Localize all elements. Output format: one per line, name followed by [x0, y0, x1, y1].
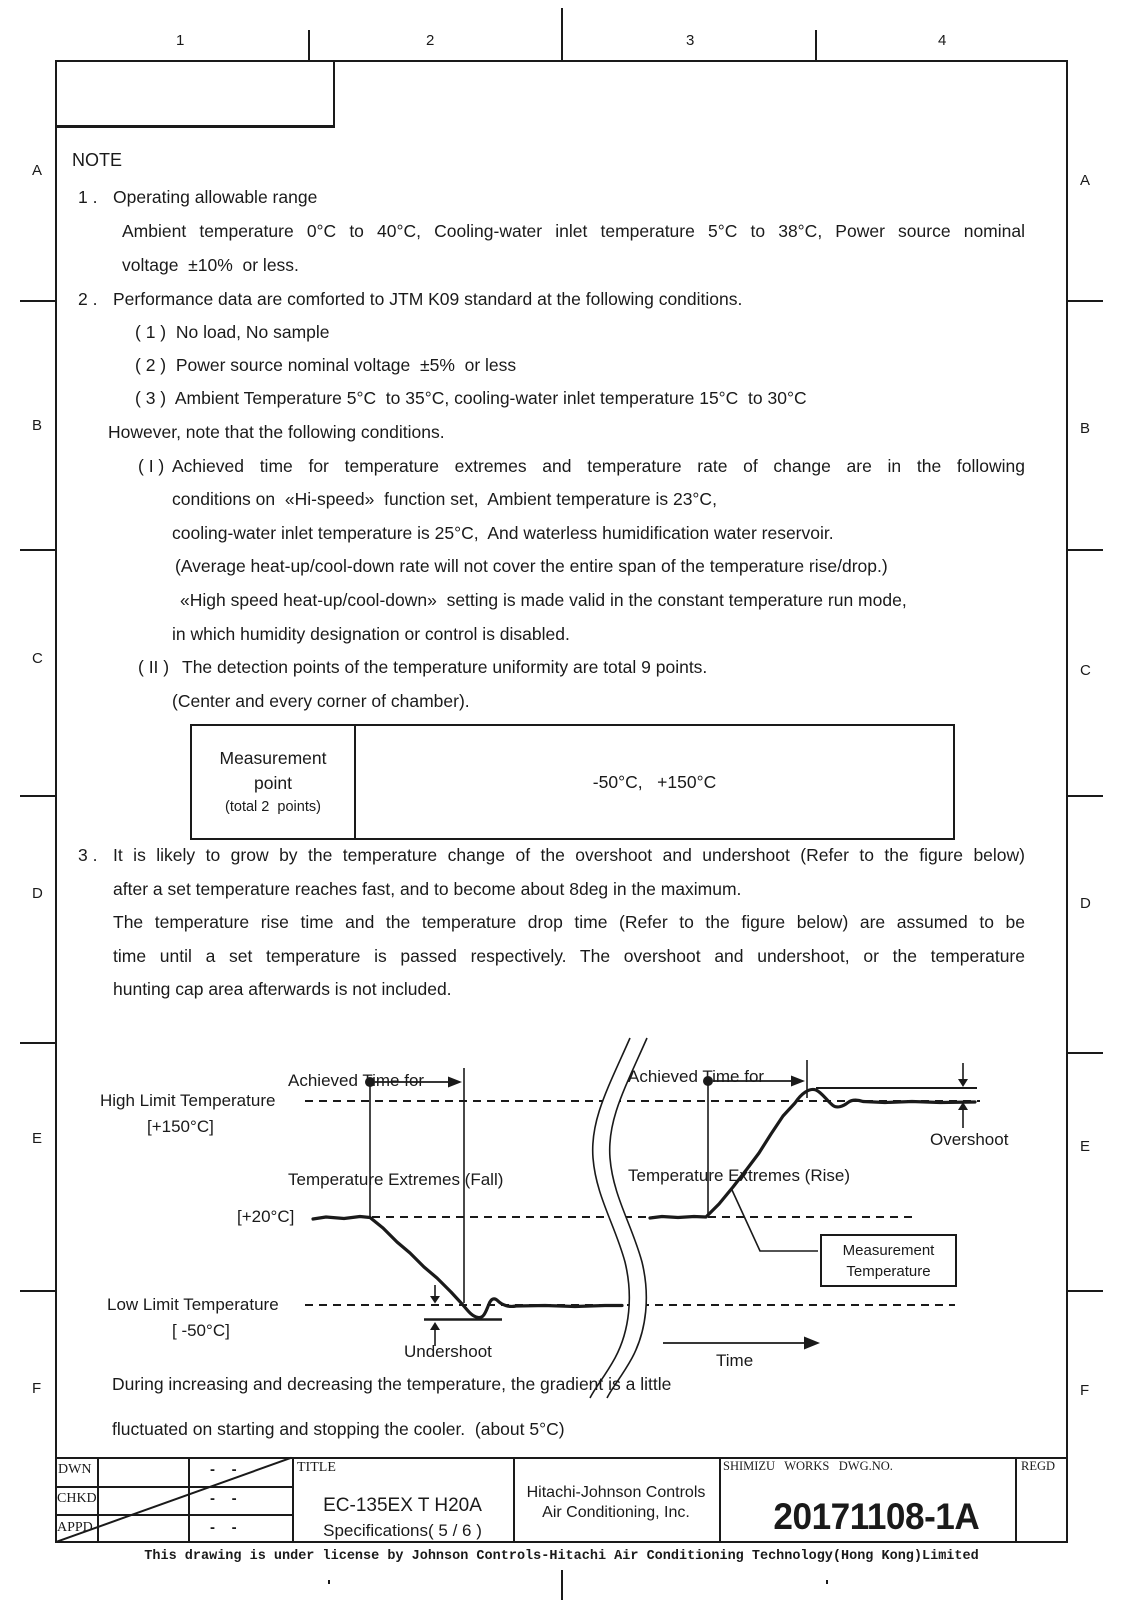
note-item2-sub3: ( 3 ) Ambient Temperature 5°C to 35°C, cooling-water inlet temperature 15°C to 30°C [135, 388, 807, 408]
chkd-date-dash: - - [210, 1490, 237, 1507]
column-label-3: 3 [686, 32, 695, 49]
undershoot-label: Undershoot [404, 1342, 492, 1361]
model-number: EC-135EX T H20A [323, 1495, 482, 1516]
chkd-label: CHKD [57, 1491, 97, 1506]
note-item3-line5: hunting cap area afterwards is not included. [113, 979, 452, 999]
high-limit-label: High Limit Temperature [100, 1091, 276, 1110]
note-i-line4: (Average heat-up/cool-down rate will not cover the entire span of the temperature rise/drop.) [175, 556, 888, 576]
row-label-d-right: D [1080, 895, 1091, 912]
table-header-line3: (total 2 points) [225, 798, 321, 815]
row-tick [1066, 1290, 1103, 1292]
approval-row-line [55, 1486, 292, 1488]
measurement-point-value-cell [356, 726, 953, 838]
rise-arrow-label [628, 994, 850, 1258]
title-block-top-line [55, 1457, 1068, 1459]
appd-label: APPD [57, 1520, 93, 1535]
time-axis-label: Time [716, 1351, 754, 1370]
title-block-divider [97, 1457, 99, 1543]
rise-arrow-label-line1: Achieved Time for [628, 1067, 765, 1086]
fall-arrow-label-line1: Achieved Time for [288, 1071, 425, 1090]
column-label-4: 4 [938, 32, 947, 49]
row-tick [20, 549, 57, 551]
row-label-a-left: A [32, 162, 43, 179]
title-label: TITLE [297, 1460, 336, 1475]
note-item3-line3: The temperature rise time and the temperature drop time (Refer to the figure below) are assumed to be [113, 912, 1025, 932]
row-label-b-right: B [1080, 420, 1091, 437]
note-item3-marker: 3 . [78, 845, 98, 865]
company-name-line1: Hitachi-Johnson Controls [526, 1484, 706, 1501]
high-limit-value: [+150°C] [147, 1117, 214, 1136]
row-label-d-left: D [32, 885, 43, 902]
revision-box [55, 60, 335, 128]
license-text: This drawing is under license by Johnson Controls-Hitachi Air Conditioning Technology(Hong Kong)Limited [144, 1549, 979, 1564]
note-item2-title: Performance data are comforted to JTM K09 standard at the following conditions. [113, 289, 743, 309]
note-heading: NOTE [72, 150, 123, 170]
note-item1-line2: voltage ±10% or less. [122, 255, 299, 275]
row-tick [20, 1290, 57, 1292]
row-label-f-right: F [1080, 1382, 1090, 1399]
row-tick [1066, 1052, 1103, 1054]
dwn-date-dash: - - [210, 1461, 237, 1478]
note-ii-line2: (Center and every corner of chamber). [172, 691, 470, 711]
drawing-number: 20171108-1A [772, 1496, 979, 1537]
row-label-e-left: E [32, 1130, 43, 1147]
registration-mark [826, 1580, 828, 1584]
note-item2-marker: 2 . [78, 289, 98, 309]
fall-arrow-label [288, 998, 503, 1262]
row-label-a-right: A [1080, 172, 1091, 189]
column-tick-center [561, 8, 563, 62]
column-label-1: 1 [176, 32, 185, 49]
company-name-line2: Air Conditioning, Inc. [542, 1504, 690, 1521]
start-temperature-value: [+20°C] [237, 1207, 295, 1226]
note-i-marker: ( I ) [138, 456, 165, 476]
measurement-point-header-cell [192, 726, 356, 838]
low-limit-value: [ -50°C] [172, 1321, 230, 1340]
note-item2-sub1: ( 1 ) No load, No sample [135, 322, 330, 342]
dwn-label: DWN [58, 1462, 92, 1477]
dwg-no-label: SHIMIZU WORKS DWG.NO. [723, 1459, 893, 1473]
low-limit-label: Low Limit Temperature [107, 1295, 279, 1314]
row-label-b-left: B [32, 417, 43, 434]
note-i-line3: cooling-water inlet temperature is 25°C, And waterless humidification water reservoir. [172, 523, 834, 543]
row-tick [20, 795, 57, 797]
note-item2-however: However, note that the following conditions. [108, 422, 445, 442]
note-item1-line1: Ambient temperature 0°C to 40°C, Cooling-water inlet temperature 5°C to 38°C, Power source nominal [122, 221, 1025, 241]
rise-arrow-label-line2: Temperature Extremes (Rise) [628, 1166, 851, 1185]
registration-mark [328, 1580, 330, 1584]
column-tick [815, 30, 817, 62]
note-item2-sub2: ( 2 ) Power source nominal voltage ±5% or less [135, 355, 517, 375]
column-tick-bottom [561, 1570, 563, 1600]
table-header-line1: Measurement [219, 748, 327, 769]
row-tick [1066, 549, 1103, 551]
regd-label: REGD [1021, 1459, 1056, 1473]
overshoot-label: Overshoot [930, 1130, 1009, 1149]
fall-arrow-label-line2: Temperature Extremes (Fall) [288, 1170, 504, 1189]
measurement-box-line2: Temperature [846, 1262, 931, 1280]
note-item1-title: Operating allowable range [113, 187, 318, 207]
note-item3-line1: It is likely to grow by the temperature change of the overshoot and undershoot (Refer to the figure below) [113, 845, 1025, 865]
note-ii-marker: ( II ) [138, 657, 170, 677]
row-tick [20, 1042, 57, 1044]
table-header-line2: point [254, 773, 292, 794]
table-value: -50°C, +150°C [592, 771, 717, 792]
row-tick [1066, 300, 1103, 302]
measurement-temperature-box [820, 1234, 957, 1287]
row-label-e-right: E [1080, 1138, 1091, 1155]
title-block-divider [188, 1457, 190, 1543]
appd-date-dash: - - [210, 1519, 237, 1536]
measurement-point-table [190, 724, 955, 840]
note-i-line1: Achieved time for temperature extremes and temperature rate of change are in the following [172, 456, 1025, 476]
note-i-line5: «High speed heat-up/cool-down» setting is made valid in the constant temperature run mode, [180, 590, 907, 610]
column-tick [308, 30, 310, 62]
note-ii-line1: The detection points of the temperature uniformity are total 9 points. [182, 657, 708, 677]
closing-note-line2: fluctuated on starting and stopping the cooler. (about 5°C) [112, 1419, 565, 1439]
title-block-divider [1015, 1457, 1017, 1543]
title-subtitle: Specifications( 5 / 6 ) [323, 1521, 482, 1540]
note-item3-line2: after a set temperature reaches fast, and to become about 8deg in the maximum. [113, 879, 742, 899]
approval-row-line [55, 1514, 292, 1516]
note-i-line6: in which humidity designation or control is disabled. [172, 624, 570, 644]
column-label-2: 2 [426, 32, 435, 49]
note-item1-marker: 1 . [78, 187, 98, 207]
row-tick [1066, 795, 1103, 797]
row-label-f-left: F [32, 1380, 42, 1397]
row-tick [20, 300, 57, 302]
row-label-c-left: C [32, 650, 43, 667]
closing-note-line1: During increasing and decreasing the temperature, the gradient is a little [112, 1374, 672, 1394]
note-i-line2: conditions on «Hi-speed» function set, Ambient temperature is 23°C, [172, 489, 717, 509]
row-label-c-right: C [1080, 662, 1091, 679]
note-item3-line4: time until a set temperature is passed respectively. The overshoot and undershoot, or the temperature [113, 946, 1025, 966]
measurement-box-line1: Measurement [842, 1241, 935, 1259]
